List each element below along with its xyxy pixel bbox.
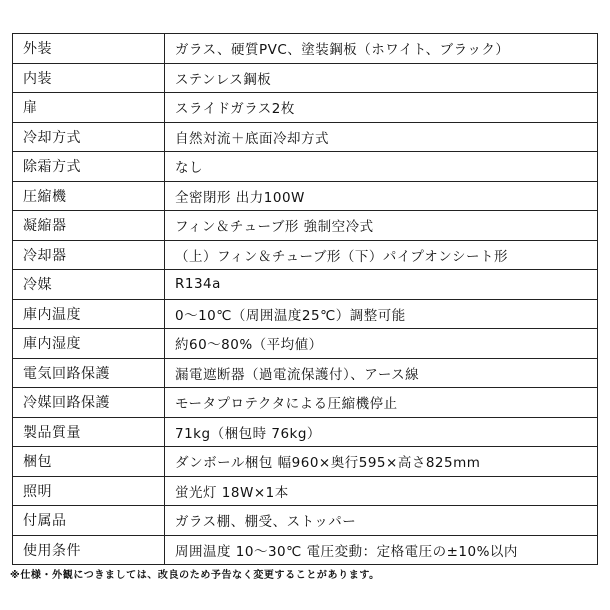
table-row [13,447,598,477]
table-row [13,506,598,536]
row-label: 付属品 [13,506,165,536]
row-value: R134a [165,270,598,300]
row-label: 庫内温度 [13,299,165,329]
table-row [13,211,598,241]
table-row [13,240,598,270]
row-label: 照明 [13,476,165,506]
table-row [13,270,598,300]
table-row [13,63,598,93]
row-value: モータプロテクタによる圧縮機停止 [165,388,598,418]
table-row [13,299,598,329]
spec-table-body [13,34,598,565]
row-label: 冷媒回路保護 [13,388,165,418]
row-label: 梱包 [13,447,165,477]
row-value: 約60〜80%（平均値） [165,329,598,359]
table-row [13,388,598,418]
row-label: 凝縮器 [13,211,165,241]
row-value: 71kg（梱包時 76kg） [165,417,598,447]
row-value: ステンレス鋼板 [165,63,598,93]
row-label: 電気回路保護 [13,358,165,388]
table-row [13,358,598,388]
footnote: ※仕様・外観につきましては、改良のため予告なく変更することがあります。 [10,570,380,581]
row-value: （上）フィン＆チューブ形（下）パイプオンシート形 [165,240,598,270]
row-label: 使用条件 [13,535,165,565]
row-label: 除霜方式 [13,152,165,182]
table-row [13,417,598,447]
row-value: 蛍光灯 18W×1本 [165,476,598,506]
row-value: 周囲温度 10〜30℃ 電圧変動：定格電圧の±10%以内 [165,535,598,565]
row-value: ガラス、硬質PVC、塗装鋼板（ホワイト、ブラック） [165,34,598,64]
table-row [13,476,598,506]
row-value: ダンボール梱包 幅960×奥行595×高さ825mm [165,447,598,477]
table-row [13,535,598,565]
spec-table [12,33,598,565]
table-row [13,152,598,182]
row-value: 漏電遮断器（過電流保護付）、アース線 [165,358,598,388]
row-label: 外装 [13,34,165,64]
row-value: スライドガラス2枚 [165,93,598,123]
table-row [13,181,598,211]
table-row [13,93,598,123]
row-label: 庫内湿度 [13,329,165,359]
row-label: 内装 [13,63,165,93]
table-row [13,34,598,64]
row-label: 扉 [13,93,165,123]
table-row [13,122,598,152]
row-value: 全密閉形 出力100W [165,181,598,211]
row-label: 冷媒 [13,270,165,300]
row-value: なし [165,152,598,182]
row-label: 圧縮機 [13,181,165,211]
row-label: 冷却器 [13,240,165,270]
row-value: ガラス棚、棚受、ストッパー [165,506,598,536]
row-label: 冷却方式 [13,122,165,152]
table-row [13,329,598,359]
row-value: 0〜10℃（周囲温度25℃）調整可能 [165,299,598,329]
row-value: フィン＆チューブ形 強制空冷式 [165,211,598,241]
row-label: 製品質量 [13,417,165,447]
row-value: 自然対流＋底面冷却方式 [165,122,598,152]
